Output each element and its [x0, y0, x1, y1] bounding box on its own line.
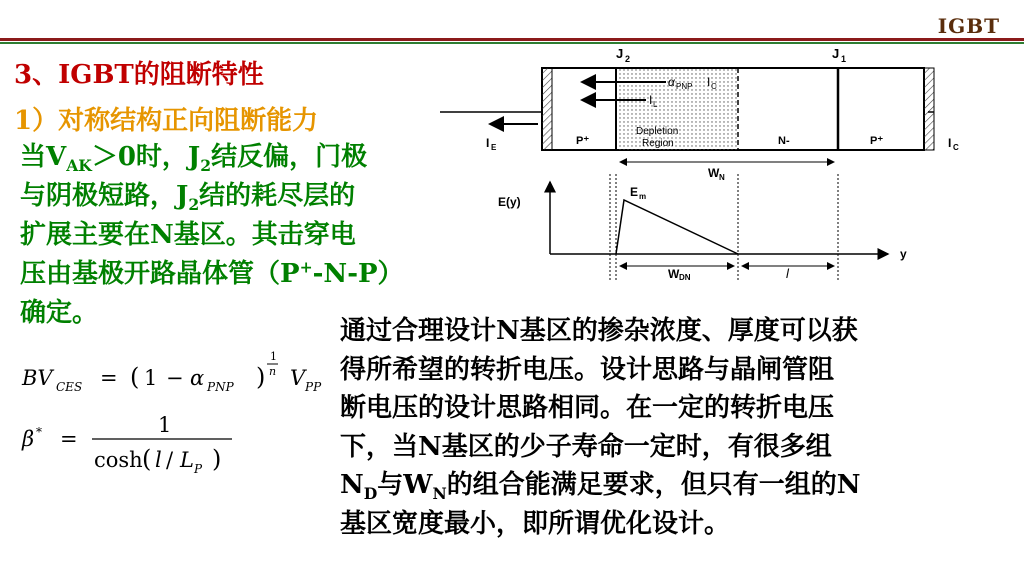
- svg-text:1: 1: [144, 366, 158, 390]
- l-label: l: [786, 266, 789, 281]
- ie-label: [486, 136, 497, 152]
- para2-line-2: 得所希望的转折电压。设计思路与晶闸管阻: [340, 354, 835, 385]
- svg-text:W: W: [708, 166, 720, 180]
- depletion-region: [616, 68, 738, 150]
- svg-text:N: N: [719, 173, 725, 182]
- p-plus-right-label: P⁺: [870, 135, 884, 147]
- wdn-label: [668, 267, 691, 282]
- slide-subtitle: 1）对称结构正向阻断能力: [14, 106, 319, 136]
- brand-logo: IGBT: [937, 14, 1000, 38]
- svg-text:I: I: [486, 136, 490, 150]
- para1-line-5: 确定。: [20, 298, 99, 328]
- para1-line-2: 与阴极短路，$J_2$结的耗尽层的: [20, 181, 356, 215]
- right-contact: [924, 68, 934, 150]
- svg-text:2: 2: [625, 54, 631, 64]
- n-minus-label: N-: [778, 135, 790, 147]
- ey-label: E(y): [498, 195, 521, 209]
- wn-label: [708, 166, 725, 182]
- svg-text:PP: PP: [305, 380, 322, 394]
- svg-text:*: *: [36, 425, 42, 439]
- p-plus-left-label: P⁺: [576, 135, 590, 147]
- current-gain-formula: [21, 413, 232, 476]
- svg-text:E: E: [491, 143, 497, 152]
- svg-text:−: −: [166, 366, 184, 390]
- svg-text:I: I: [948, 136, 952, 150]
- svg-text:(: (: [130, 363, 140, 391]
- svg-text:BV: BV: [22, 366, 53, 390]
- svg-text:C: C: [953, 143, 959, 152]
- svg-text:PNP: PNP: [207, 380, 234, 394]
- svg-text:β: β: [22, 427, 35, 451]
- junction-j1-label: [832, 46, 846, 64]
- svg-text:1: 1: [841, 54, 847, 64]
- svg-text:P: P: [194, 462, 203, 476]
- svg-text:E: E: [630, 185, 639, 199]
- svg-text:): ): [212, 445, 222, 473]
- y-axis-label: y: [900, 247, 907, 261]
- field-profile: [616, 200, 738, 254]
- svg-text:J: J: [616, 46, 624, 61]
- svg-text:(: (: [142, 445, 152, 473]
- para1-line-1: 当$V_{AK}>0$时，$J_2$结反偏，门极: [20, 142, 368, 176]
- svg-text:1: 1: [270, 350, 277, 363]
- svg-text:m: m: [639, 192, 647, 201]
- svg-text:): ): [256, 363, 266, 391]
- svg-text:CES: CES: [56, 380, 83, 394]
- igbt-blocking-diagram: [430, 44, 959, 282]
- svg-text:cosh: cosh: [94, 448, 143, 472]
- para2-line-1: 通过合理设计N基区的掺杂浓度、厚度可以获: [340, 316, 858, 346]
- para2-line-6: 基区宽度最小，即所谓优化设计。: [340, 508, 731, 539]
- svg-text:1: 1: [158, 413, 172, 437]
- svg-text:n: n: [269, 365, 277, 378]
- design-paragraph: [340, 312, 1020, 543]
- para2-line-5: $N_D$与$W_N$的组合能满足要求，但只有一组的N: [340, 470, 861, 504]
- em-label: [630, 185, 646, 201]
- svg-text:V: V: [290, 366, 306, 390]
- left-contact: [542, 68, 552, 150]
- svg-text:=: =: [60, 427, 78, 451]
- para1-line-4: 压由基极开路晶体管（P+-N-P）: [20, 257, 404, 289]
- svg-text:=: =: [100, 366, 118, 390]
- svg-text:α: α: [190, 366, 205, 390]
- explanation-paragraph: [20, 138, 480, 333]
- para1-line-3: 扩展主要在N基区。其击穿电: [20, 220, 356, 250]
- svg-text:I: I: [649, 93, 653, 107]
- svg-text:α: α: [668, 75, 675, 89]
- para2-line-3: 断电压的设计思路相同。在一定的转折电压: [340, 393, 835, 423]
- svg-text:DN: DN: [679, 273, 691, 282]
- svg-text:l: l: [155, 448, 162, 472]
- svg-text:L: L: [653, 100, 658, 109]
- ic-right-label: [948, 136, 959, 152]
- para2-line-4: 下，当N基区的少子寿命一定时，有很多组: [340, 431, 832, 462]
- svg-text:PNP: PNP: [676, 82, 693, 91]
- svg-text:J: J: [832, 46, 840, 61]
- formulas: [10, 340, 340, 480]
- header-rule-red: [0, 38, 1024, 41]
- svg-text:I: I: [707, 75, 711, 89]
- junction-j2-label: [616, 46, 630, 64]
- breakdown-voltage-formula: [21, 350, 322, 394]
- depletion-label-line1: Depletion: [636, 126, 679, 137]
- svg-text:W: W: [668, 267, 680, 281]
- slide-title: 3、IGBT的阻断特性: [14, 60, 264, 90]
- depletion-label-line2: Region: [642, 138, 674, 149]
- svg-text:C: C: [711, 82, 717, 91]
- svg-text:/: /: [166, 448, 174, 472]
- svg-text:L: L: [180, 448, 194, 472]
